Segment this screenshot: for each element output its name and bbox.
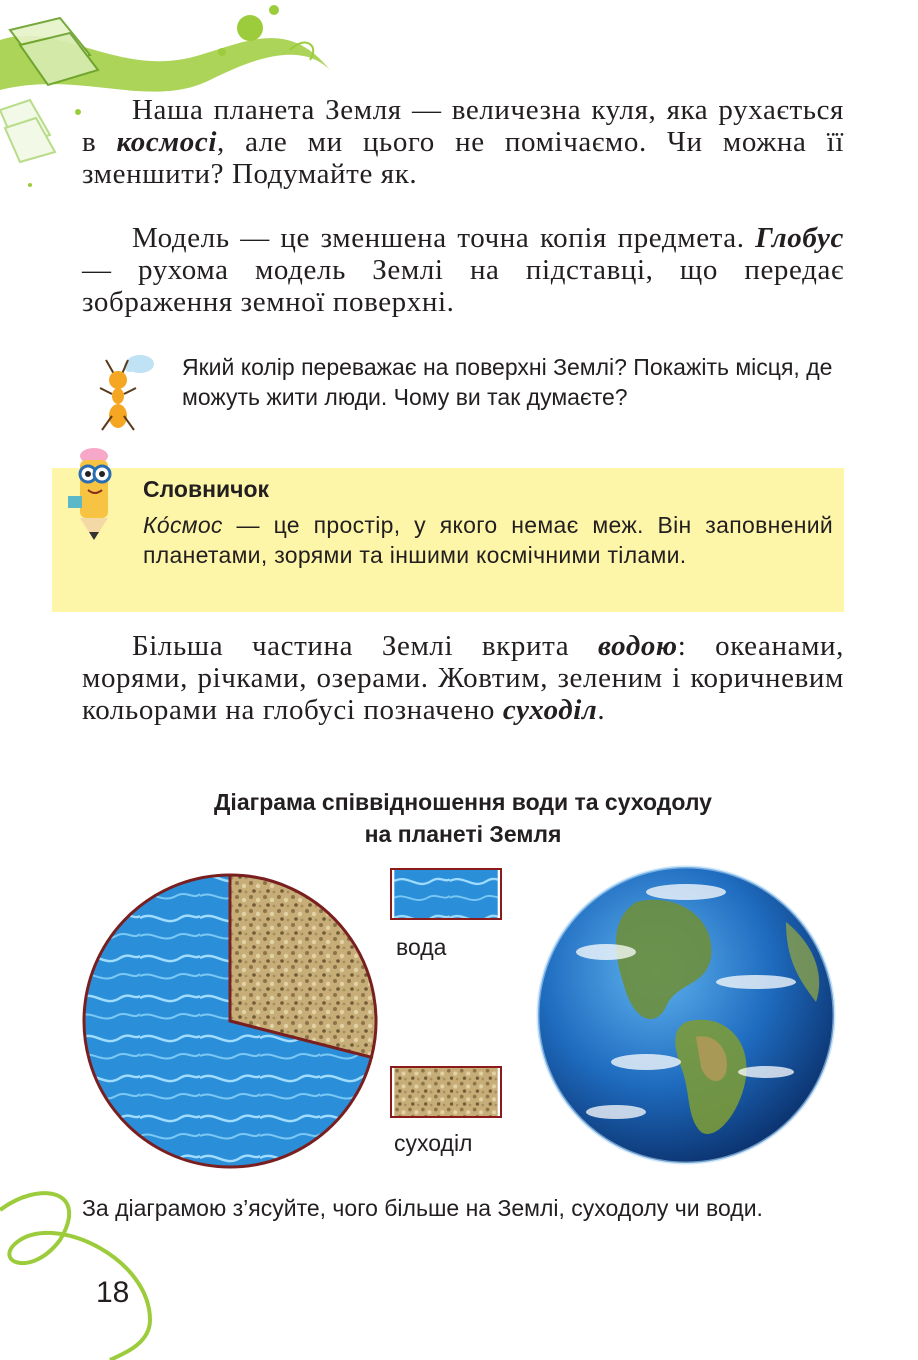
glossary-definition-text: — це простір, у якого немає меж. Він заповнений планетами, зорями та іншими космічними тілами. <box>143 512 833 568</box>
earth-globe-image <box>536 862 836 1168</box>
paragraph1-text-a: Наша планета Земля — величезна куля, яка рухається в <box>82 94 844 158</box>
model-paragraph <box>82 222 844 318</box>
pie-slices <box>84 875 376 1167</box>
ant-mascot-icon <box>92 352 162 434</box>
diagram-title <box>82 786 844 850</box>
diagram-title-line2: на планеті Земля <box>364 821 562 847</box>
term-globe: Глобус <box>755 222 844 254</box>
term-cosmos: космосі <box>116 126 218 158</box>
paragraph3-text-b: : океанами, морями, річками, озерами. Жовтим, зеленим і коричневим кольорами на глобусі позначено <box>82 630 844 726</box>
paragraph2-text-a: Модель — це зменшена точна копія предмета. <box>132 222 756 254</box>
page-number: 18 <box>96 1276 130 1309</box>
legend-land-swatch <box>390 1066 502 1118</box>
glossary-definition <box>143 510 833 570</box>
paragraph3-text-c: . <box>597 694 606 726</box>
legend-water-label: вода <box>396 934 447 960</box>
glossary-term: Ко́смос <box>143 512 223 538</box>
water-land-pie-chart <box>80 866 380 1176</box>
question-text: Який колір переважає на поверхні Землі? Покажіть місця, де можуть жити люди. Чому ви так думаєте? <box>182 354 833 410</box>
paragraph3-text-a: Більша частина Землі вкрита <box>132 630 598 662</box>
intro-paragraph <box>82 94 844 190</box>
pencil-mascot-icon <box>64 446 134 544</box>
glossary-title: Словничок <box>143 476 270 502</box>
paragraph1-text-b: , але ми цього не помічаємо. Чи можна її зменшити? Подумайте як. <box>82 126 844 190</box>
legend-water-swatch <box>390 868 502 920</box>
term-water: водою <box>597 630 678 662</box>
diagram-title-line1: Діаграма співвідношення води та суходолу <box>214 789 712 815</box>
paragraph2-text-b: — рухома модель Землі на підставці, що передає зображення земної поверхні. <box>82 254 844 318</box>
term-land: суходіл <box>502 694 598 726</box>
water-land-paragraph <box>82 630 844 726</box>
bottom-question: За діаграмою з’ясуйте, чого більше на Землі, суходолу чи води. <box>82 1195 763 1221</box>
legend-land-label: суходіл <box>394 1130 473 1156</box>
